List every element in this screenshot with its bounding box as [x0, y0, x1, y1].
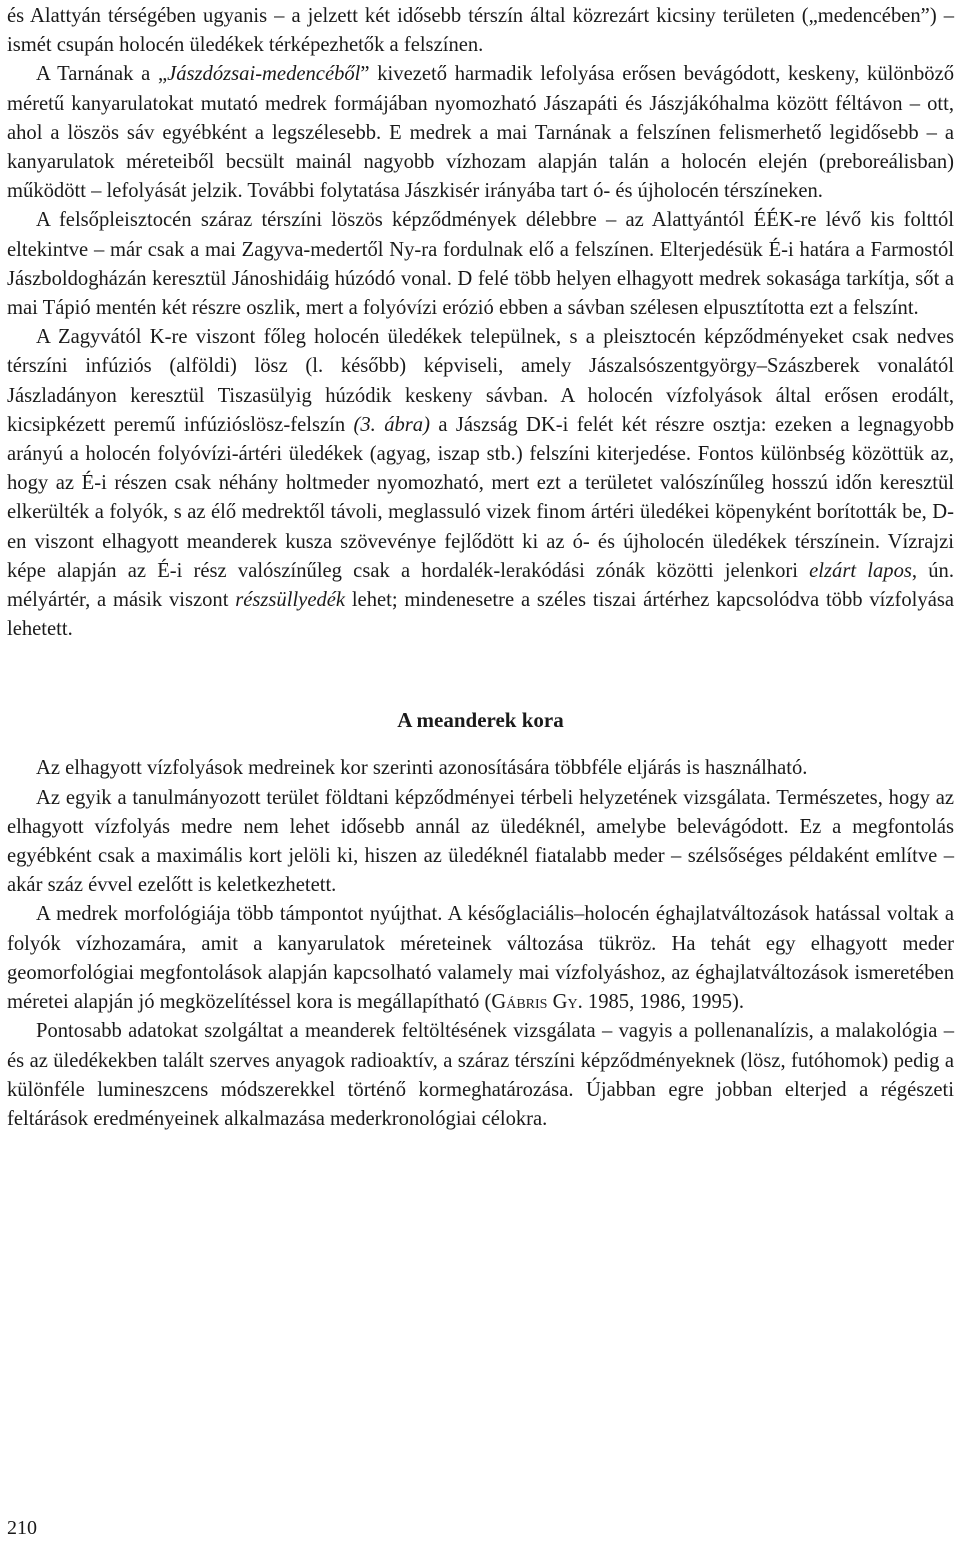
paragraph-text: A medrek morfológiája több támpontot nyújthat. A későglaciális–holocén éghajlatváltozások hatással voltak a folyók vízhozamára, amit a kanyarulatok méreteinek változása tükröz. Ha tehát egy elhagyott meder geomorfológiai megfontolások alapján kapcsolható valamely mai vízfolyáshoz, az éghajlatváltozások ismeretében méretei alapján jó megközelítéssel kora is megállapítható (	[7, 903, 954, 1014]
paragraph-text: ” kivezető harmadik lefolyása erősen bevágódott, keskeny, különböző méretű kanyarulatokat mutató medrek formájában nyomozható Jászapáti és Jászjákóhalma között féltávon – ott, ahol a löszös sáv egyébként a legszélesebb. E medrek a mai Tarnának a felszínen felismerhető legidősebb – a kanyarulatok méreteiből becsült mainál nagyobb vízhozam alapján talán a holocén elején (preboreálisban) működött – lefolyását jelzik. További folytatása Jászkisér irányába tart ó- és újholocén térszíneken.	[7, 63, 955, 203]
paragraph-foldtani	[7, 784, 954, 901]
italic-term: elzárt lapos	[809, 559, 912, 582]
paragraph-text: Pontosabb adatokat szolgáltat a meanderek feltöltésének vizsgálata – vagyis a pollenanalízis, a malakológia – és az üledékekben talált szerves anyagok radioaktív, a száraz térszíni képződményeknek (lösz, futóhomok) pedig a különféle lumineszcens módszerekkel történő kormeghatározása. Újabban egre jobban elterjed a régészeti feltárások eredményeinek alkalmazása mederkronológiai célokra.	[7, 1020, 954, 1130]
italic-term: részsüllyedék	[235, 589, 346, 612]
paragraph-alattyan	[7, 2, 954, 60]
italic-term: Jászdózsai-medencéből	[167, 63, 361, 86]
paragraph-text: és Alattyán térségében ugyanis – a jelzett két idősebb térszín által közrezárt kicsiny területen („medencében”) – ismét csupán holocén üledékek térképezhetők a felszínen.	[7, 5, 954, 57]
paragraph-text: lehet; mindenesetre a széles tiszai ártérhez kapcsolódva több vízfolyása lehetett.	[7, 589, 954, 641]
paragraph-morfologia	[7, 900, 954, 1017]
paragraph-text: a Jászság DK-i felét két részre osztja: ezeken a legnagyobb arányú a holocén folyóvízi-ártéri üledékek (agyag, iszap stb.) felszíni kiterjedése. Fontos különbség közöttük az, hogy az É-i részen csak néhány holtmeder nyomozható, mert ezt a területet valószínűleg hosszú időn keresztül elkerülték a folyók, s az élő medrektől távoli, meglassuló vizek finom ártéri üledékei köpenyként borították be, D-en viszont elhagyott meanderek kusza szövevénye fejlődött ki az ó- és újholocén üledékek térszínein. Vízrajzi képe alapján az É-i rész valószínűleg csak a hordalék-lerakódási zónák közötti jelenkori	[7, 413, 954, 582]
paragraph-zagyva	[7, 323, 954, 644]
paragraph-text: 1985, 1986, 1995).	[582, 991, 745, 1014]
paragraph-text: Az egyik a tanulmányozott terület földtani képződményei térbeli helyzetének vizsgálata. Természetes, hogy az elhagyott vízfolyás medre nem lehet idősebb annál az üledéknél, amelybe belevágódott. Ez a megfontolás egyébként csak a maximális kort jelöli ki, hiszen az üledéknél fiatalabb meder – szélsőséges példaként említve – akár száz évvel ezelőtt is keletkezhetett.	[7, 786, 954, 897]
paragraph-text: Az elhagyott vízfolyások medreinek kor szerinti azonosítására többféle eljárás is használható.	[36, 757, 808, 780]
paragraph-text: , ún. mélyártér, a másik viszont	[7, 559, 954, 612]
section-heading: A meanderek kora	[397, 708, 564, 733]
author-citation: Gábris Gy.	[491, 991, 583, 1014]
document-page	[7, 0, 954, 1134]
paragraph-pontosabb	[7, 1017, 954, 1134]
page-number: 210	[7, 1517, 37, 1539]
paragraph-tarna	[7, 60, 954, 206]
paragraph-text: A felsőpleisztocén száraz térszíni löszös képződmények délebbre – az Alattyántól ÉÉK-re lévő kis folttól eltekintve – már csak a mai Zagyva-medertől Ny-ra fordulnak elő a felszínen. Elterjedésük É-i határa a Farmostól Jászboldogházán keresztül Jánoshidáig húzódó vonal. D felé több helyen elhagyott medrek sokasága tarkítja, sőt a mai Tápió mentén két részre oszlik, mert a folyóvízi erózió ebben a sávban szélesen elpusztította ezt a felszínt.	[7, 209, 954, 320]
figure-reference: (3. ábra)	[353, 413, 430, 436]
paragraph-text: A Tarnának a „	[36, 63, 168, 86]
paragraph-azonositas	[7, 754, 954, 783]
paragraph-felsopleisztocen	[7, 206, 954, 323]
paragraph-text: A Zagyvától K-re viszont főleg holocén üledékek települnek, s a pleisztocén képződményeket csak nedves térszíni infúziós (alföldi) lösz (l. később) képviseli, amely Jászalsószentgyörgy–Szászberek vonalától Jászladányon keresztül Tiszasülyig húzódik keskeny sávban. A holocén vízfolyások által erősen erodált, kicsipkézett peremű infúzióslösz-felszín	[7, 326, 954, 436]
